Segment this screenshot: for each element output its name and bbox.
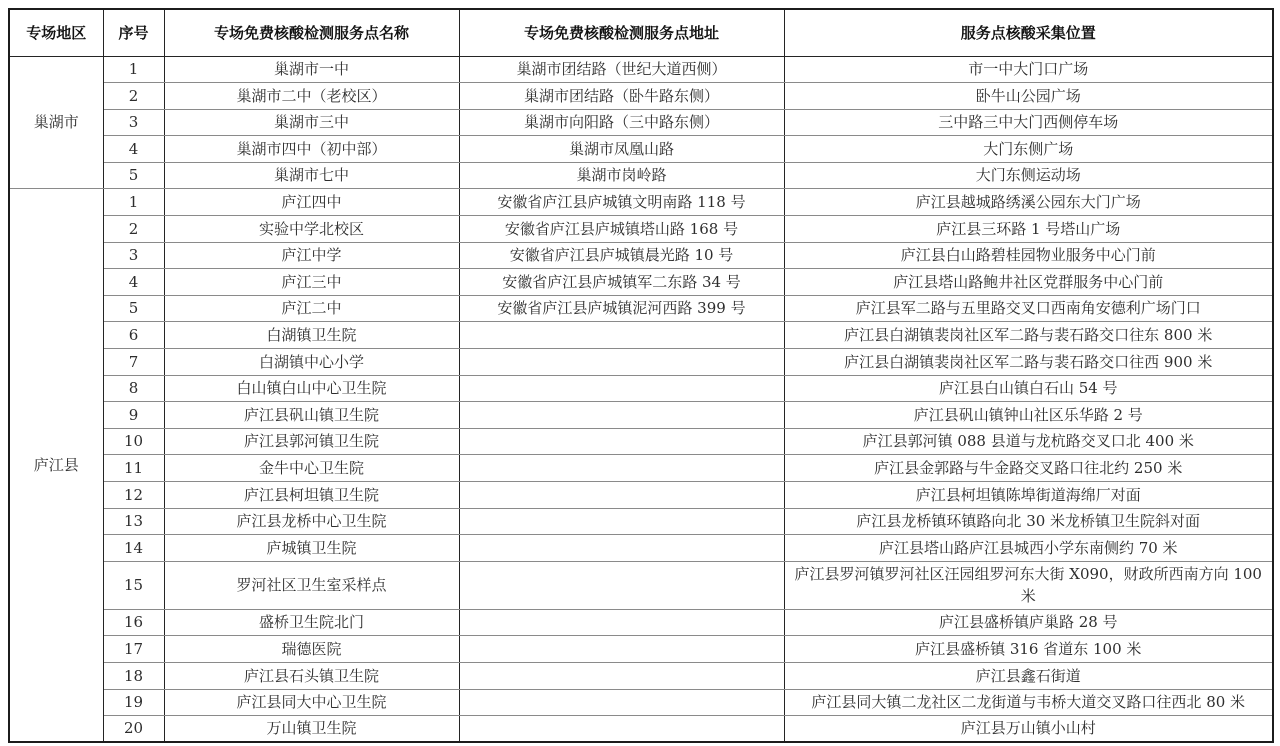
header-collection-location: 服务点核酸采集位置 (784, 9, 1273, 56)
table-row (9, 136, 1273, 163)
header-serial: 序号 (103, 9, 164, 56)
serial-cell: 13 (103, 508, 164, 535)
serial-cell: 3 (103, 109, 164, 136)
serial-cell: 3 (103, 242, 164, 269)
site-name-cell: 庐江中学 (164, 242, 459, 269)
address-cell (459, 322, 784, 349)
serial-cell: 2 (103, 216, 164, 243)
site-name-cell: 金牛中心卫生院 (164, 455, 459, 482)
location-cell: 庐江县越城路绣溪公园东大门广场 (784, 189, 1273, 216)
header-row (9, 9, 1273, 56)
table-row (9, 689, 1273, 716)
site-name-cell: 巢湖市一中 (164, 56, 459, 83)
table-row (9, 295, 1273, 322)
address-cell (459, 508, 784, 535)
testing-sites-table (8, 8, 1274, 743)
location-cell: 庐江县金郭路与牛金路交叉路口往北约 250 米 (784, 455, 1273, 482)
address-cell (459, 636, 784, 663)
table-body (9, 56, 1273, 742)
site-name-cell: 万山镇卫生院 (164, 716, 459, 743)
location-cell: 庐江县盛桥镇庐巢路 28 号 (784, 609, 1273, 636)
site-name-cell: 庐江四中 (164, 189, 459, 216)
location-cell: 庐江县柯坦镇陈埠街道海绵厂对面 (784, 482, 1273, 509)
table-row (9, 402, 1273, 429)
serial-cell: 17 (103, 636, 164, 663)
location-cell: 庐江县白湖镇裴岗社区军二路与裴石路交口往东 800 米 (784, 322, 1273, 349)
table-row (9, 662, 1273, 689)
serial-cell: 6 (103, 322, 164, 349)
address-cell (459, 716, 784, 743)
table-row (9, 428, 1273, 455)
table-row (9, 609, 1273, 636)
address-cell (459, 689, 784, 716)
location-cell: 庐江县白湖镇裴岗社区军二路与裴石路交口往西 900 米 (784, 349, 1273, 376)
site-name-cell: 巢湖市七中 (164, 162, 459, 189)
location-cell: 庐江县白山镇白石山 54 号 (784, 375, 1273, 402)
serial-cell: 1 (103, 189, 164, 216)
serial-cell: 19 (103, 689, 164, 716)
address-cell (459, 455, 784, 482)
address-cell (459, 482, 784, 509)
serial-cell: 15 (103, 561, 164, 609)
location-cell: 庐江县万山镇小山村 (784, 716, 1273, 743)
table-row (9, 109, 1273, 136)
address-cell: 安徽省庐江县庐城镇塔山路 168 号 (459, 216, 784, 243)
table-row (9, 561, 1273, 609)
address-cell: 巢湖市岗岭路 (459, 162, 784, 189)
location-cell: 庐江县罗河镇罗河社区汪园组罗河东大街 X090，财政所西南方向 100 米 (784, 561, 1273, 609)
address-cell: 巢湖市凤凰山路 (459, 136, 784, 163)
address-cell: 安徽省庐江县庐城镇晨光路 10 号 (459, 242, 784, 269)
table-row (9, 189, 1273, 216)
site-name-cell: 庐江二中 (164, 295, 459, 322)
serial-cell: 4 (103, 136, 164, 163)
location-cell: 庐江县同大镇二龙社区二龙街道与韦桥大道交叉路口往西北 80 米 (784, 689, 1273, 716)
header-site-address: 专场免费核酸检测服务点地址 (459, 9, 784, 56)
serial-cell: 2 (103, 83, 164, 110)
location-cell: 大门东侧广场 (784, 136, 1273, 163)
site-name-cell: 巢湖市四中（初中部） (164, 136, 459, 163)
serial-cell: 5 (103, 295, 164, 322)
serial-cell: 8 (103, 375, 164, 402)
region-cell: 庐江县 (9, 189, 103, 742)
header-region: 专场地区 (9, 9, 103, 56)
site-name-cell: 庐江县郭河镇卫生院 (164, 428, 459, 455)
address-cell (459, 375, 784, 402)
location-cell: 市一中大门口广场 (784, 56, 1273, 83)
table-row (9, 322, 1273, 349)
address-cell: 巢湖市向阳路（三中路东侧） (459, 109, 784, 136)
site-name-cell: 巢湖市三中 (164, 109, 459, 136)
address-cell (459, 561, 784, 609)
address-cell (459, 428, 784, 455)
table-row (9, 162, 1273, 189)
site-name-cell: 庐城镇卫生院 (164, 535, 459, 562)
table-row (9, 535, 1273, 562)
site-name-cell: 瑞德医院 (164, 636, 459, 663)
location-cell: 庐江县郭河镇 088 县道与龙杭路交叉口北 400 米 (784, 428, 1273, 455)
serial-cell: 10 (103, 428, 164, 455)
serial-cell: 9 (103, 402, 164, 429)
site-name-cell: 白湖镇中心小学 (164, 349, 459, 376)
table-row (9, 636, 1273, 663)
serial-cell: 16 (103, 609, 164, 636)
location-cell: 庐江县三环路 1 号塔山广场 (784, 216, 1273, 243)
table-row (9, 216, 1273, 243)
site-name-cell: 白山镇白山中心卫生院 (164, 375, 459, 402)
table-row (9, 375, 1273, 402)
address-cell: 安徽省庐江县庐城镇文明南路 118 号 (459, 189, 784, 216)
table-row (9, 455, 1273, 482)
table-row (9, 508, 1273, 535)
location-cell: 庐江县塔山路鲍井社区党群服务中心门前 (784, 269, 1273, 296)
address-cell: 巢湖市团结路（世纪大道西侧） (459, 56, 784, 83)
address-cell (459, 349, 784, 376)
serial-cell: 4 (103, 269, 164, 296)
table-row (9, 349, 1273, 376)
address-cell: 巢湖市团结路（卧牛路东侧） (459, 83, 784, 110)
location-cell: 庐江县龙桥镇环镇路向北 30 米龙桥镇卫生院斜对面 (784, 508, 1273, 535)
location-cell: 庐江县军二路与五里路交叉口西南角安德利广场门口 (784, 295, 1273, 322)
location-cell: 三中路三中大门西侧停车场 (784, 109, 1273, 136)
serial-cell: 7 (103, 349, 164, 376)
address-cell (459, 609, 784, 636)
serial-cell: 18 (103, 662, 164, 689)
table-row (9, 56, 1273, 83)
region-cell: 巢湖市 (9, 56, 103, 189)
location-cell: 庐江县盛桥镇 316 省道东 100 米 (784, 636, 1273, 663)
location-cell: 卧牛山公园广场 (784, 83, 1273, 110)
serial-cell: 11 (103, 455, 164, 482)
location-cell: 大门东侧运动场 (784, 162, 1273, 189)
header-site-name: 专场免费核酸检测服务点名称 (164, 9, 459, 56)
table-row (9, 482, 1273, 509)
table-row (9, 269, 1273, 296)
location-cell: 庐江县矾山镇钟山社区乐华路 2 号 (784, 402, 1273, 429)
site-name-cell: 庐江县矾山镇卫生院 (164, 402, 459, 429)
address-cell (459, 402, 784, 429)
site-name-cell: 巢湖市二中（老校区） (164, 83, 459, 110)
site-name-cell: 庐江县柯坦镇卫生院 (164, 482, 459, 509)
serial-cell: 14 (103, 535, 164, 562)
site-name-cell: 庐江三中 (164, 269, 459, 296)
serial-cell: 5 (103, 162, 164, 189)
table-header (9, 9, 1273, 56)
site-name-cell: 盛桥卫生院北门 (164, 609, 459, 636)
site-name-cell: 罗河社区卫生室采样点 (164, 561, 459, 609)
site-name-cell: 庐江县同大中心卫生院 (164, 689, 459, 716)
table-row (9, 716, 1273, 743)
table-row (9, 83, 1273, 110)
serial-cell: 20 (103, 716, 164, 743)
address-cell: 安徽省庐江县庐城镇军二东路 34 号 (459, 269, 784, 296)
address-cell (459, 535, 784, 562)
address-cell (459, 662, 784, 689)
site-name-cell: 白湖镇卫生院 (164, 322, 459, 349)
location-cell: 庐江县白山路碧桂园物业服务中心门前 (784, 242, 1273, 269)
site-name-cell: 庐江县石头镇卫生院 (164, 662, 459, 689)
location-cell: 庐江县鑫石街道 (784, 662, 1273, 689)
site-name-cell: 庐江县龙桥中心卫生院 (164, 508, 459, 535)
table-row (9, 242, 1273, 269)
site-name-cell: 实验中学北校区 (164, 216, 459, 243)
address-cell: 安徽省庐江县庐城镇泥河西路 399 号 (459, 295, 784, 322)
location-cell: 庐江县塔山路庐江县城西小学东南侧约 70 米 (784, 535, 1273, 562)
serial-cell: 12 (103, 482, 164, 509)
serial-cell: 1 (103, 56, 164, 83)
